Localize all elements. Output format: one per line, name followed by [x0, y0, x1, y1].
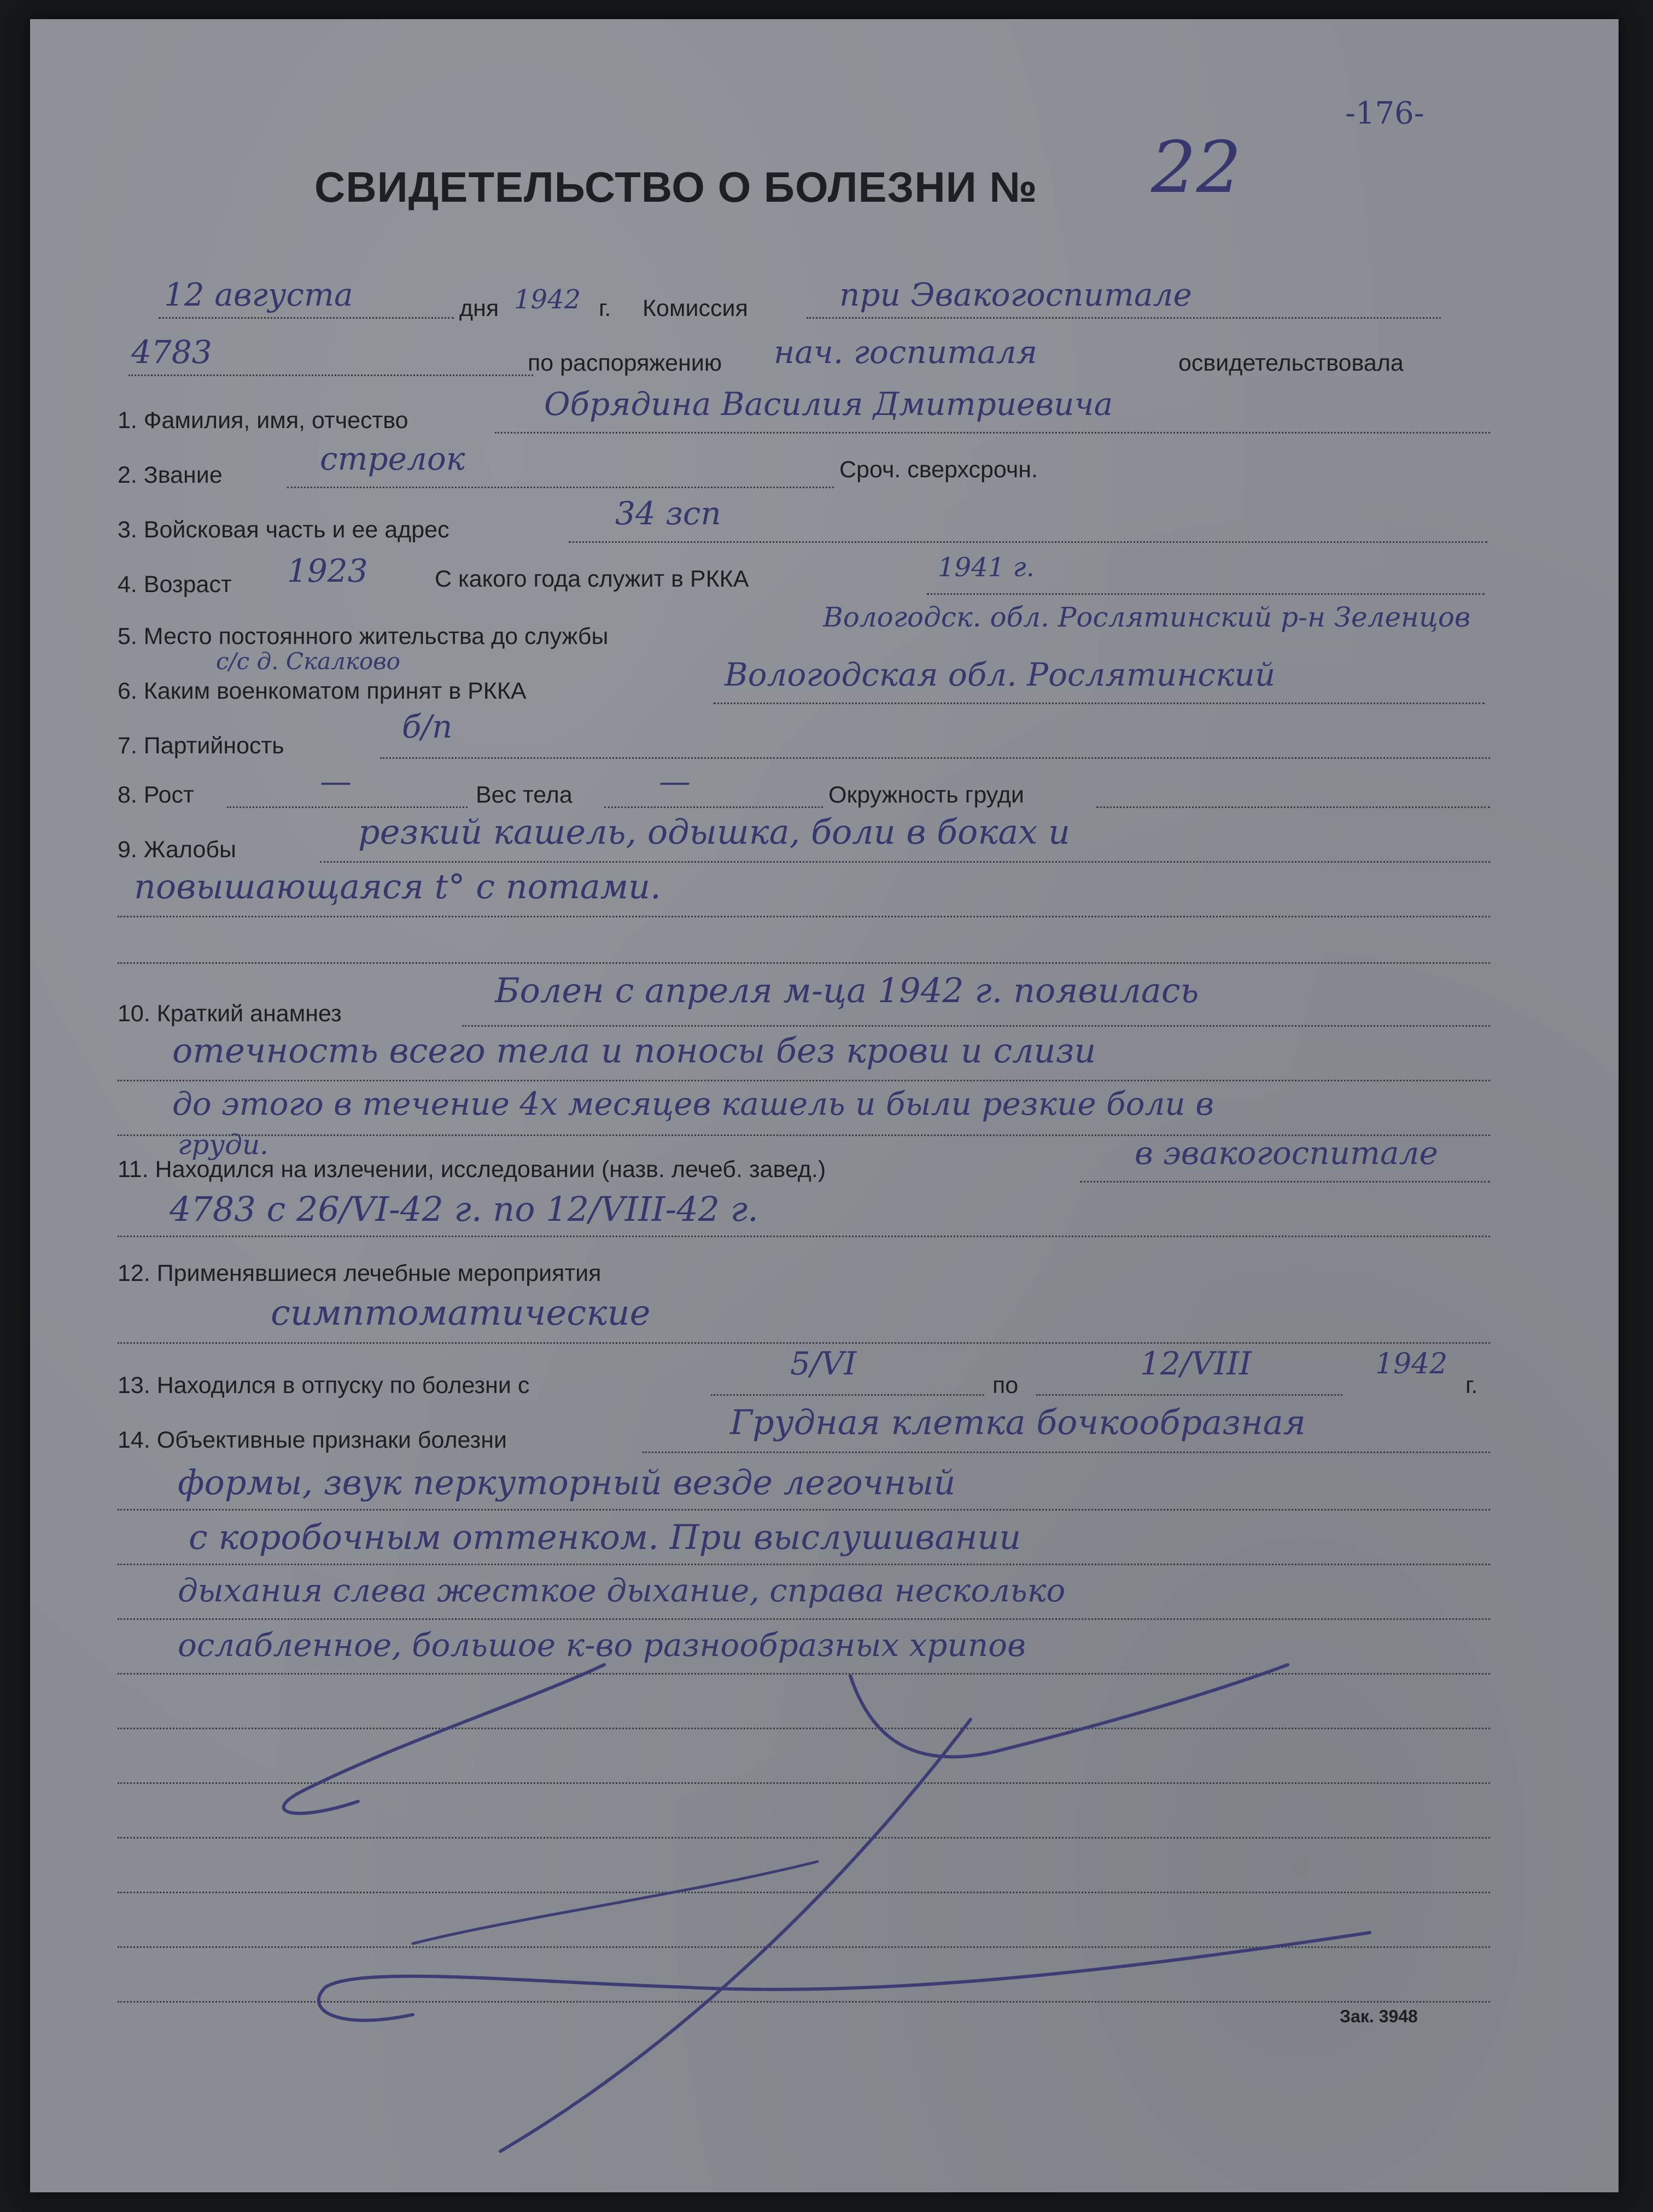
- field-8-label: 8. Рост: [118, 782, 194, 808]
- field-3-value: 34 зсп: [615, 495, 721, 532]
- archive-number: -176-: [1345, 96, 1424, 131]
- certified-label: освидетельствовала: [1178, 350, 1404, 376]
- day-label: дня: [459, 295, 499, 321]
- field-4-label2: С какого года служит в РККА: [435, 566, 749, 592]
- certificate-number: 22: [1151, 126, 1242, 209]
- field-12-value: симптоматические: [271, 1293, 651, 1333]
- field-14-line-2: формы, звук перкуторный везде легочный: [178, 1462, 956, 1502]
- field-10-line-3: до этого в течение 4х месяцев кашель и были резкие боли в: [172, 1085, 1214, 1122]
- field-1-label: 1. Фамилия, имя, отчество: [118, 407, 408, 434]
- field-4-value2: 1941 г.: [938, 552, 1035, 583]
- field-10-label: 10. Краткий анамнез: [118, 1000, 342, 1027]
- commission-value: при Эвакогоспитале: [839, 276, 1192, 313]
- field-13-to-label: по: [992, 1372, 1019, 1398]
- field-14-line-1: Грудная клетка бочкообразная: [730, 1402, 1306, 1442]
- field-8-value: —: [320, 763, 352, 800]
- field-5-label: 5. Место постоянного жительства до службы: [118, 623, 609, 649]
- field-11-label: 11. Находился на излечении, исследовании (назв. лечеб. завед.): [118, 1156, 826, 1183]
- document-title: СВИДЕТЕЛЬСТВО О БОЛЕЗНИ №: [314, 163, 1038, 211]
- hospital-number: 4783: [131, 333, 212, 371]
- date-value: 12 августа: [164, 276, 353, 313]
- field-2-label: 2. Звание: [118, 462, 223, 488]
- field-9-line-2: повышающаяся t° с потами.: [134, 867, 661, 906]
- field-10-line-1: Болен с апреля м-ца 1942 г. появилась: [495, 970, 1199, 1010]
- field-9-line-1: резкий кашель, одышка, боли в боках и: [358, 812, 1070, 852]
- commission-label: Комиссия: [642, 295, 748, 321]
- field-7-value: б/п: [402, 708, 453, 745]
- field-13-label: 13. Находился в отпуску по болезни с: [118, 1372, 530, 1398]
- field-14-line-4: дыхания слева жесткое дыхание, справа несколько: [178, 1572, 1066, 1609]
- field-5-extra: с/с д. Скалково: [216, 648, 400, 675]
- field-13-year: 1942: [1375, 1348, 1448, 1380]
- cross-out-stroke: [30, 19, 1619, 2192]
- field-9-label: 9. Жалобы: [118, 836, 236, 863]
- field-4-value: 1923: [287, 552, 368, 589]
- field-6-value: Вологодская обл. Рослятинский: [725, 656, 1276, 693]
- field-2-value: стрелок: [320, 440, 465, 477]
- field-4-label: 4. Возраст: [118, 571, 232, 598]
- field-11-value: в эвакогоспитале: [1135, 1134, 1438, 1172]
- field-11-line-2: 4783 с 26/VI-42 г. по 12/VIII-42 г.: [170, 1189, 758, 1229]
- field-14-line-3: с коробочным оттенком. При выслушивании: [189, 1517, 1021, 1557]
- field-13-to: 12/VIII: [1140, 1345, 1252, 1382]
- field-13-from: 5/VI: [790, 1345, 857, 1382]
- year-suffix: г.: [599, 295, 611, 321]
- field-14-label: 14. Объективные признаки болезни: [118, 1427, 507, 1453]
- field-10-line-4: груди.: [178, 1129, 269, 1161]
- field-12-label: 12. Применявшиеся лечебные мероприятия: [118, 1260, 601, 1286]
- print-code: Зак. 3948: [1340, 2006, 1418, 2026]
- field-1-value: Обрядина Василия Дмитриевича: [544, 385, 1113, 423]
- field-3-label: 3. Войсковая часть и ее адрес: [118, 517, 449, 543]
- field-5-value: Вологодск. обл. Рослятинский р-н Зеленцов: [823, 601, 1471, 633]
- field-6-label: 6. Каким военкоматом принят в РККА: [118, 678, 527, 704]
- field-10-line-2: отечность всего тела и поносы без крови и слизи: [172, 1031, 1096, 1070]
- field-8-value2: —: [659, 763, 691, 800]
- year-value: 1942: [514, 284, 581, 315]
- field-8-label2: Вес тела: [476, 782, 573, 808]
- field-8-label3: Окружность груди: [828, 782, 1024, 808]
- order-label: по распоряжению: [528, 350, 722, 376]
- order-value: нач. госпиталя: [774, 333, 1038, 371]
- field-7-label: 7. Партийность: [118, 733, 284, 759]
- field-13-year-suffix: г.: [1465, 1372, 1478, 1398]
- field-14-line-5: ослабленное, большое к-во разнообразных хрипов: [178, 1626, 1026, 1664]
- certificate-page: [30, 19, 1619, 2192]
- field-2-label2: Сроч. сверхсрочн.: [839, 457, 1038, 483]
